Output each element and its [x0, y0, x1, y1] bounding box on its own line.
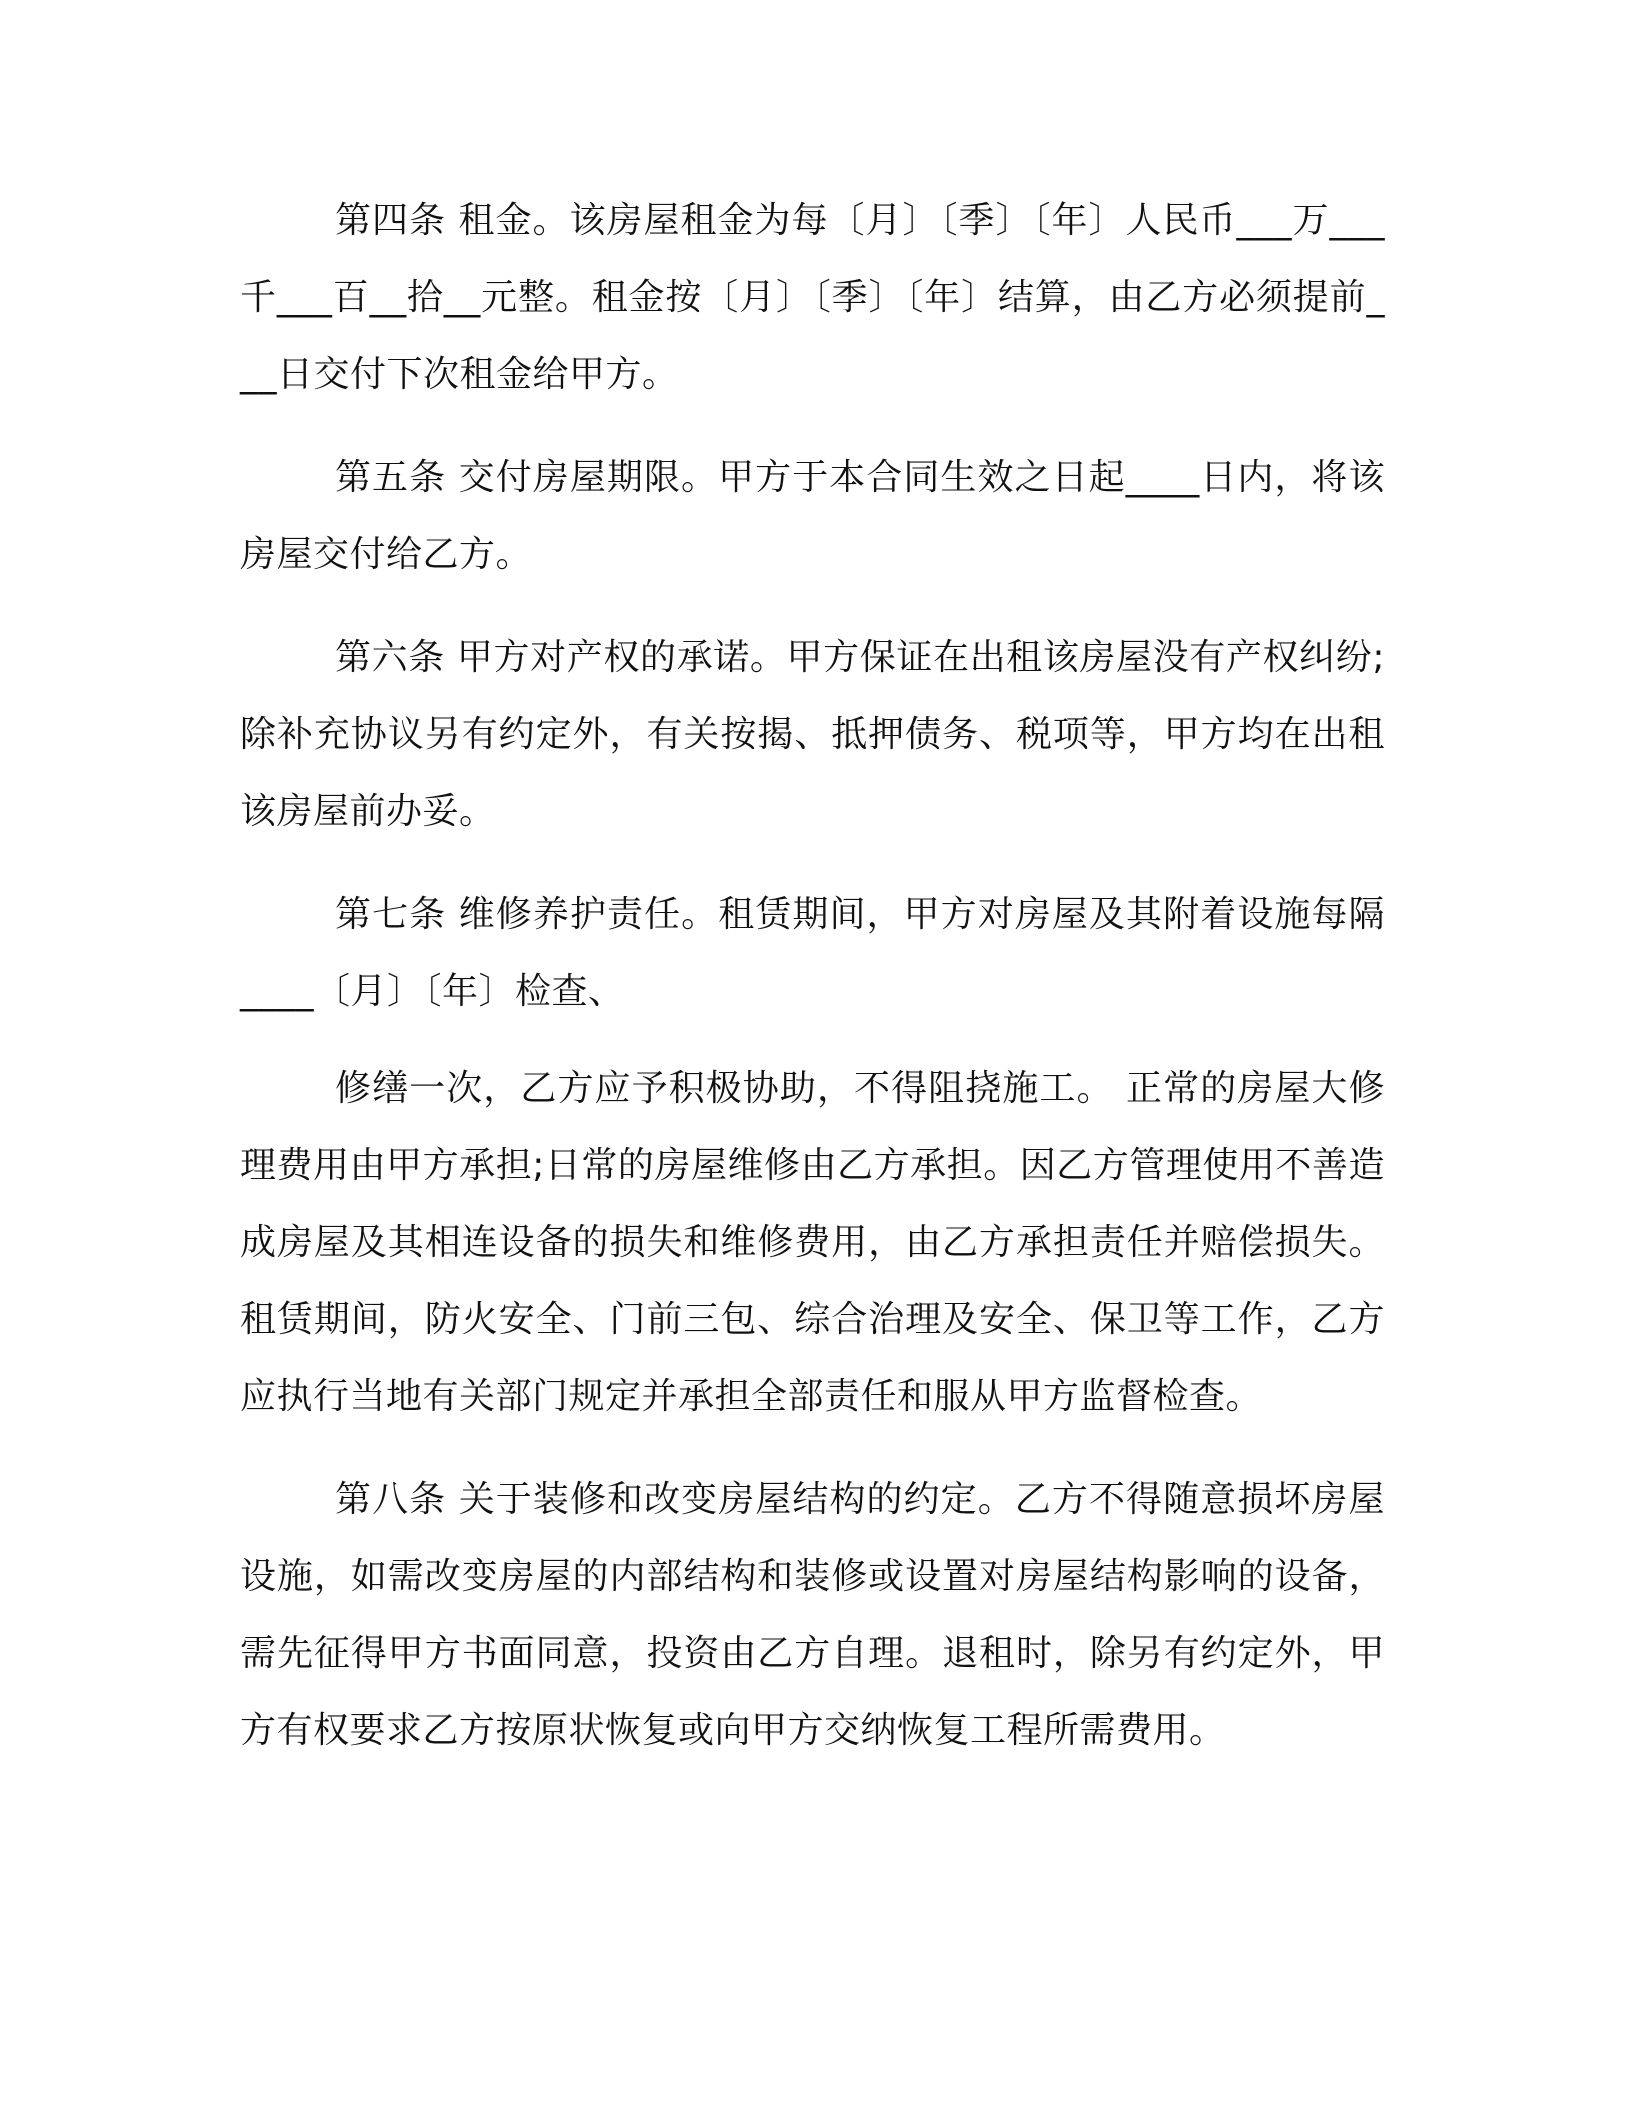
- article-6-paragraph: 第六条 甲方对产权的承诺。甲方保证在出租该房屋没有产权纠纷;除补充协议另有约定外，有关按揭、抵押债务、税项等，甲方均在出租该房屋前办妥。: [240, 637, 1385, 832]
- article-7-continuation-paragraph: 修缮一次，乙方应予积极协助，不得阻挠施工。 正常的房屋大修理费用由甲方承担;日常的房屋维修由乙方承担。因乙方管理使用不善造成房屋及其相连设备的损失和维修费用，由乙方承担责任并赔偿损失。租赁期间，防火安全、门前三包、综合治理及安全、保卫等工作，乙方应执行当地有关部门规定并承担全部责任和服从甲方监督检查。: [240, 1068, 1385, 1417]
- document-page: [240, 182, 1385, 1795]
- article-5-paragraph: 第五条 交付房屋期限。甲方于本合同生效之日起____日内，将该房屋交付给乙方。: [240, 457, 1385, 575]
- article-8-paragraph: 第八条 关于装修和改变房屋结构的约定。乙方不得随意损坏房屋设施，如需改变房屋的内部结构和装修或设置对房屋结构影响的设备，需先征得甲方书面同意，投资由乙方自理。退租时，除另有约定外，甲方有权要求乙方按原状恢复或向甲方交纳恢复工程所需费用。: [240, 1479, 1385, 1751]
- article-4-paragraph: 第四条 租金。该房屋租金为每〔月〕〔季〕〔年〕人民币___万___千___百__拾__元整。租金按〔月〕〔季〕〔年〕结算，由乙方必须提前___日交付下次租金给甲方。: [240, 200, 1385, 395]
- article-7-paragraph: 第七条 维修养护责任。租赁期间，甲方对房屋及其附着设施每隔 ____〔月〕〔年〕检查、: [240, 894, 1385, 1012]
